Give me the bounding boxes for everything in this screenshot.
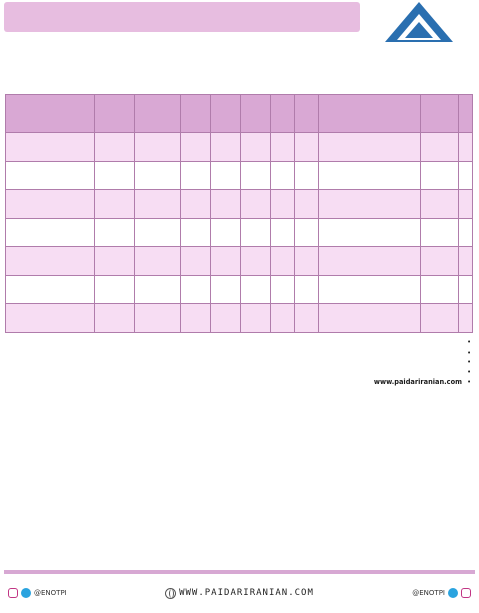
table-body [6, 133, 473, 333]
website-link[interactable]: www.paidariranian.com [373, 378, 462, 387]
table-row [6, 247, 473, 276]
table-cell [95, 190, 135, 219]
deposit-paragraph [8, 338, 471, 347]
table-cell [241, 275, 271, 304]
table-row [6, 218, 473, 247]
url-paragraph [8, 378, 471, 387]
table-cell [421, 133, 459, 162]
table-cell [421, 275, 459, 304]
table-cell [421, 304, 459, 333]
auction-conditions [8, 336, 471, 568]
table-cell [459, 275, 473, 304]
table-header-cell [295, 95, 319, 133]
table-header-cell [95, 95, 135, 133]
table-cell [319, 218, 421, 247]
table-row [6, 161, 473, 190]
table-cell [459, 218, 473, 247]
table-cell [271, 275, 295, 304]
table-cell [459, 190, 473, 219]
table-cell [211, 161, 241, 190]
table-cell [271, 161, 295, 190]
table-cell [295, 190, 319, 219]
table-cell [421, 161, 459, 190]
table-cell [95, 133, 135, 162]
intro-paragraph [8, 62, 471, 92]
table-cell [319, 190, 421, 219]
social-handle-left[interactable] [8, 588, 67, 598]
table-cell [181, 133, 211, 162]
table-cell [211, 218, 241, 247]
table-cell [295, 133, 319, 162]
instagram-icon [461, 588, 471, 598]
table-cell [271, 247, 295, 276]
table-cell [181, 218, 211, 247]
instagram-icon [8, 588, 18, 598]
table-cell [6, 304, 95, 333]
table-cell [295, 161, 319, 190]
table-row [6, 190, 473, 219]
table-cell [295, 218, 319, 247]
table-cell [271, 133, 295, 162]
table-cell [295, 247, 319, 276]
table-cell [95, 304, 135, 333]
telegram-icon [21, 588, 31, 598]
table-cell [295, 275, 319, 304]
table-row [6, 304, 473, 333]
property-table [6, 94, 473, 332]
footer [4, 578, 475, 608]
triangle-logo-icon [383, 0, 455, 44]
table-cell [181, 247, 211, 276]
table-cell [319, 275, 421, 304]
table-header-cell [459, 95, 473, 133]
table-cell [6, 247, 95, 276]
table-cell [319, 304, 421, 333]
company-logo [365, 0, 473, 58]
table-header-cell [241, 95, 271, 133]
header [0, 0, 479, 62]
note-2 [8, 358, 471, 367]
table-cell [135, 304, 181, 333]
note-3 [8, 368, 471, 377]
table-cell [241, 218, 271, 247]
table-cell [135, 218, 181, 247]
table-cell [271, 304, 295, 333]
table-header-cell [211, 95, 241, 133]
globe-icon [165, 588, 176, 599]
table-header-cell [6, 95, 95, 133]
table-row [6, 133, 473, 162]
table-cell [459, 304, 473, 333]
table-cell [6, 190, 95, 219]
social-handle-right-text: @ENOTPI [412, 589, 445, 597]
table-cell [211, 133, 241, 162]
table-cell [6, 218, 95, 247]
table-cell [95, 275, 135, 304]
table-cell [241, 133, 271, 162]
table-cell [319, 161, 421, 190]
table-cell [459, 247, 473, 276]
table-cell [135, 247, 181, 276]
social-handle-right[interactable] [412, 588, 471, 598]
table-cell [6, 275, 95, 304]
table-cell [271, 190, 295, 219]
table-header-cell [421, 95, 459, 133]
table-cell [421, 247, 459, 276]
table-cell [6, 133, 95, 162]
table-header-cell [271, 95, 295, 133]
table-header-row [6, 95, 473, 133]
table-cell [95, 218, 135, 247]
table-cell [295, 304, 319, 333]
table-header-cell [319, 95, 421, 133]
table-cell [459, 161, 473, 190]
table-cell [421, 190, 459, 219]
table-header-cell [135, 95, 181, 133]
footer-divider [4, 570, 475, 574]
table-cell [135, 161, 181, 190]
note-1 [8, 349, 471, 358]
notice-title [4, 2, 360, 32]
table-cell [241, 247, 271, 276]
table-cell [211, 190, 241, 219]
table-cell [135, 190, 181, 219]
table-cell [95, 161, 135, 190]
table-cell [135, 133, 181, 162]
social-handle-left-text: @ENOTPI [34, 589, 67, 597]
table-cell [459, 133, 473, 162]
table-cell [181, 190, 211, 219]
table-cell [241, 161, 271, 190]
table-cell [181, 275, 211, 304]
website-footer[interactable] [165, 588, 314, 599]
table-cell [211, 304, 241, 333]
table-header-cell [181, 95, 211, 133]
table-cell [181, 161, 211, 190]
table-cell [319, 247, 421, 276]
table-cell [211, 275, 241, 304]
table-row [6, 275, 473, 304]
table-cell [241, 190, 271, 219]
table-cell [95, 247, 135, 276]
table-cell [211, 247, 241, 276]
table-cell [135, 275, 181, 304]
website-footer-text: WWW.PAIDARIRANIAN.COM [179, 588, 314, 598]
table-cell [181, 304, 211, 333]
table-cell [241, 304, 271, 333]
table-cell [271, 218, 295, 247]
table-cell [319, 133, 421, 162]
table-cell [6, 161, 95, 190]
table-cell [421, 218, 459, 247]
telegram-icon [448, 588, 458, 598]
